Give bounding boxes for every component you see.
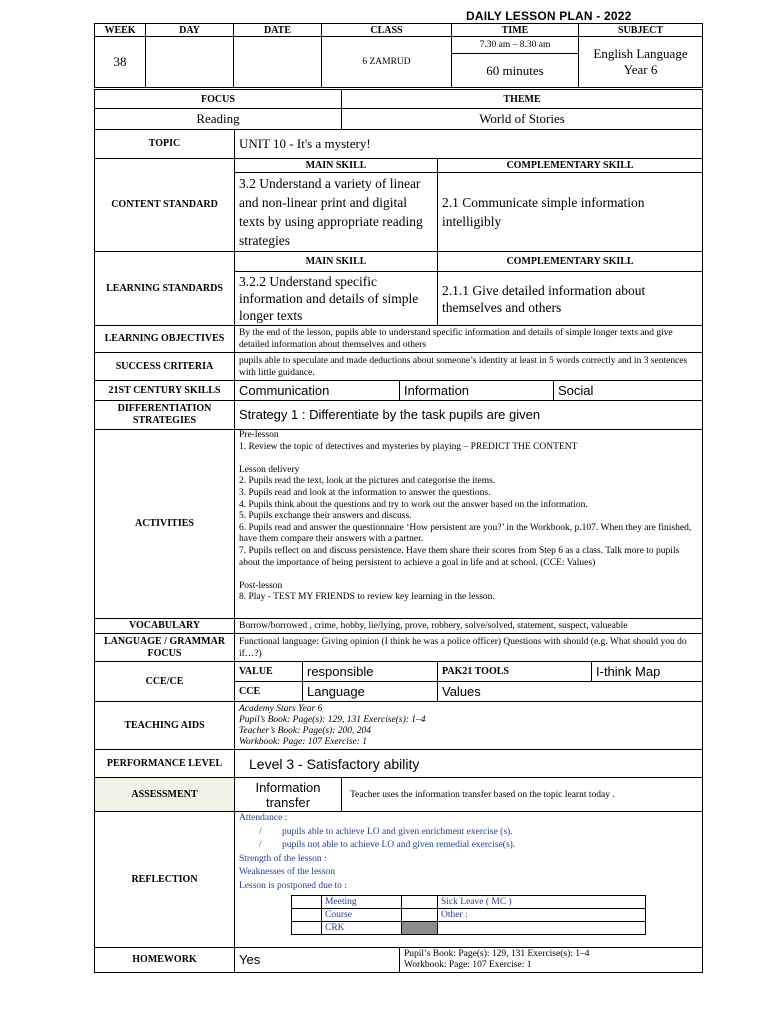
cce-cce-label: CCE xyxy=(235,682,303,702)
cce-values: Values xyxy=(438,682,703,702)
learning-objectives-value: By the end of the lesson, pupils able to understand specific information and details of simple longer texts and give detailed information about themselves and others xyxy=(235,326,703,353)
activity-line xyxy=(239,453,698,465)
topic-value: UNIT 10 - It's a mystery! xyxy=(235,130,703,159)
time-value: 7.30 am – 8.30 am xyxy=(452,37,579,54)
performance-value: Level 3 - Satisfactory ability xyxy=(235,750,703,778)
activity-line: Post-lesson xyxy=(239,580,283,591)
assessment-method: Information transfer xyxy=(235,778,342,812)
success-criteria-label: SUCCESS CRITERIA xyxy=(95,353,235,381)
subject-header: SUBJECT xyxy=(579,24,703,37)
meeting-option: Meeting xyxy=(322,896,402,909)
blank-option xyxy=(438,922,646,935)
homework-detail-2: Workbook: Page: 107 Exercise: 1 xyxy=(404,960,532,970)
enrichment-line: pupils able to achieve LO and given enrichment exercise (s). xyxy=(282,826,513,837)
header-table xyxy=(94,23,703,88)
sick-leave-option: Sick Leave ( MC ) xyxy=(438,896,646,909)
content-main-skill-header: MAIN SKILL xyxy=(235,159,438,173)
other-checkbox[interactable] xyxy=(402,909,438,922)
learning-standards-label: LEARNING STANDARDS xyxy=(95,252,235,326)
differentiation-label: DIFFERENTIATION STRATEGIES xyxy=(95,401,235,430)
century-skill-3: Social xyxy=(554,381,703,401)
homework-label: HOMEWORK xyxy=(95,948,235,973)
century-skills-label: 21ST CENTURY SKILLS xyxy=(95,381,235,401)
day-header: DAY xyxy=(146,24,234,37)
activity-line xyxy=(239,569,698,581)
blank-grey-cell xyxy=(402,922,438,935)
time-header: TIME xyxy=(452,24,579,37)
cce-value-label: VALUE xyxy=(235,662,303,682)
ls-comp-skill-header: COMPLEMENTARY SKILL xyxy=(438,252,703,272)
topic-label: TOPIC xyxy=(95,130,235,159)
content-comp-skill-header: COMPLEMENTARY SKILL xyxy=(438,159,703,173)
activity-line: 3. Pupils read and look at the information to answer the questions. xyxy=(239,487,491,498)
postponed-options-table xyxy=(291,895,646,935)
content-main-skill: 3.2 Understand a variety of linear and non-linear print and digital texts by using appropriate reading strategies xyxy=(235,173,438,252)
homework-value: Yes xyxy=(235,948,400,973)
grammar-value: Functional language: Giving opinion (I think he was a police officer) Questions with should (e.g. What should you do if…?) xyxy=(235,634,703,662)
activity-line: 6. Pupils read and answer the questionnaire ‘How persistent are you?’ in the Workbook, p.107. When they are finished, have them compare their answers with a partner. xyxy=(239,522,692,545)
lesson-table xyxy=(94,89,703,973)
performance-label: PERFORMANCE LEVEL xyxy=(95,750,235,778)
postponed-line: Lesson is postponed due to : xyxy=(239,880,347,891)
grammar-label: LANGUAGE / GRAMMAR FOCUS xyxy=(95,634,235,662)
success-criteria-value: pupils able to speculate and made deductions about someone’s identity at least in 5 words correctly and in 3 sentences with little guidance. xyxy=(235,353,703,381)
activity-line: Pre-lesson xyxy=(239,430,279,440)
duration-value: 60 minutes xyxy=(452,54,579,88)
focus-header: FOCUS xyxy=(95,90,342,109)
cce-label: CCE/CE xyxy=(95,662,235,702)
activity-line: 2. Pupils read the text, look at the pictures and categorise the items. xyxy=(239,476,496,487)
homework-detail-1: Pupil’s Book: Page(s): 129, 131 Exercise(s): 1–4 xyxy=(404,949,590,959)
crk-option: CRK xyxy=(322,922,402,935)
day-value xyxy=(146,37,234,88)
week-value: 38 xyxy=(95,37,146,88)
pak21-value: I-think Map xyxy=(592,662,703,682)
activity-line: 4. Pupils think about the questions and try to work out the answer based on the information. xyxy=(239,499,588,510)
learning-objectives-label: LEARNING OBJECTIVES xyxy=(95,326,235,353)
date-value xyxy=(234,37,322,88)
focus-value: Reading xyxy=(95,109,342,130)
century-skill-1: Communication xyxy=(235,381,400,401)
meeting-checkbox[interactable] xyxy=(292,896,322,909)
vocabulary-label: VOCABULARY xyxy=(95,619,235,634)
remedial-mark: / xyxy=(259,840,262,850)
pak21-label: PAK21 TOOLS xyxy=(438,662,592,682)
ls-comp-skill: 2.1.1 Give detailed information about themselves and others xyxy=(438,272,703,326)
theme-header: THEME xyxy=(342,90,703,109)
document-title: DAILY LESSON PLAN - 2022 xyxy=(466,9,632,23)
differentiation-value: Strategy 1 : Differentiate by the task pupils are given xyxy=(235,401,703,430)
teaching-aid-item: Academy Stars Year 6 xyxy=(239,703,323,714)
crk-checkbox[interactable] xyxy=(292,922,322,935)
subject-value: English Language Year 6 xyxy=(579,37,703,88)
activities-label: ACTIVITIES xyxy=(95,430,235,619)
cce-language: Language xyxy=(303,682,438,702)
weakness-line: Weaknesses of the lesson xyxy=(239,867,336,877)
teaching-aid-item: Pupil’s Book: Page(s): 129, 131 Exercise(s): 1–4 xyxy=(239,714,426,725)
strength-line: Strength of the lesson : xyxy=(239,853,327,864)
cce-value: responsible xyxy=(303,662,438,682)
content-comp-skill: 2.1 Communicate simple information intelligibly xyxy=(438,173,703,252)
activity-line: 1. Review the topic of detectives and mysteries by playing – PREDICT THE CONTENT xyxy=(239,441,578,452)
vocabulary-value: Borrow/borrowed , crime, hobby, lie/lying, prove, robbery, solve/solved, statement, suspect, valueable xyxy=(235,619,703,634)
activity-line: 8. Play - TEST MY FRIENDS to review key learning in the lesson. xyxy=(239,592,495,603)
teaching-aid-item: Teacher’s Book: Page(s): 200, 204 xyxy=(239,725,372,736)
remedial-line: pupils not able to achieve LO and given remedial exercise(s). xyxy=(282,840,516,850)
enrichment-mark: / xyxy=(259,826,262,837)
content-standard-label: CONTENT STANDARD xyxy=(95,159,235,252)
assessment-label: ASSESSMENT xyxy=(95,778,235,812)
century-skill-2: Information xyxy=(400,381,554,401)
course-checkbox[interactable] xyxy=(292,909,322,922)
sick-leave-checkbox[interactable] xyxy=(402,896,438,909)
week-header: WEEK xyxy=(95,24,146,37)
attendance-line: Attendance : xyxy=(239,813,288,823)
reflection-label: REFLECTION xyxy=(95,812,235,948)
assessment-note: Teacher uses the information transfer based on the topic learnt today . xyxy=(342,778,703,812)
class-value: 6 ZAMRUD xyxy=(322,37,452,88)
activity-line: Lesson delivery xyxy=(239,464,300,475)
other-option: Other : xyxy=(438,909,646,922)
date-header: DATE xyxy=(234,24,322,37)
teaching-aids-label: TEACHING AIDS xyxy=(95,702,235,750)
theme-value: World of Stories xyxy=(342,109,703,130)
teaching-aid-item: Workbook: Page: 107 Exercise: 1 xyxy=(239,736,368,747)
activity-line: 7. Pupils reflect on and discuss persistence. Have them share their scores from Step 6 as a class. Talk more to pupils about the importance of being persistent to achieve a goal in life and at school. (CCE: Values) xyxy=(239,545,680,568)
course-option: Course xyxy=(322,909,402,922)
ls-main-skill-header: MAIN SKILL xyxy=(235,252,438,272)
ls-main-skill: 3.2.2 Understand specific information and details of simple longer texts xyxy=(235,272,438,326)
activity-line: 5. Pupils exchange their answers and discuss. xyxy=(239,511,412,522)
class-header: CLASS xyxy=(322,24,452,37)
